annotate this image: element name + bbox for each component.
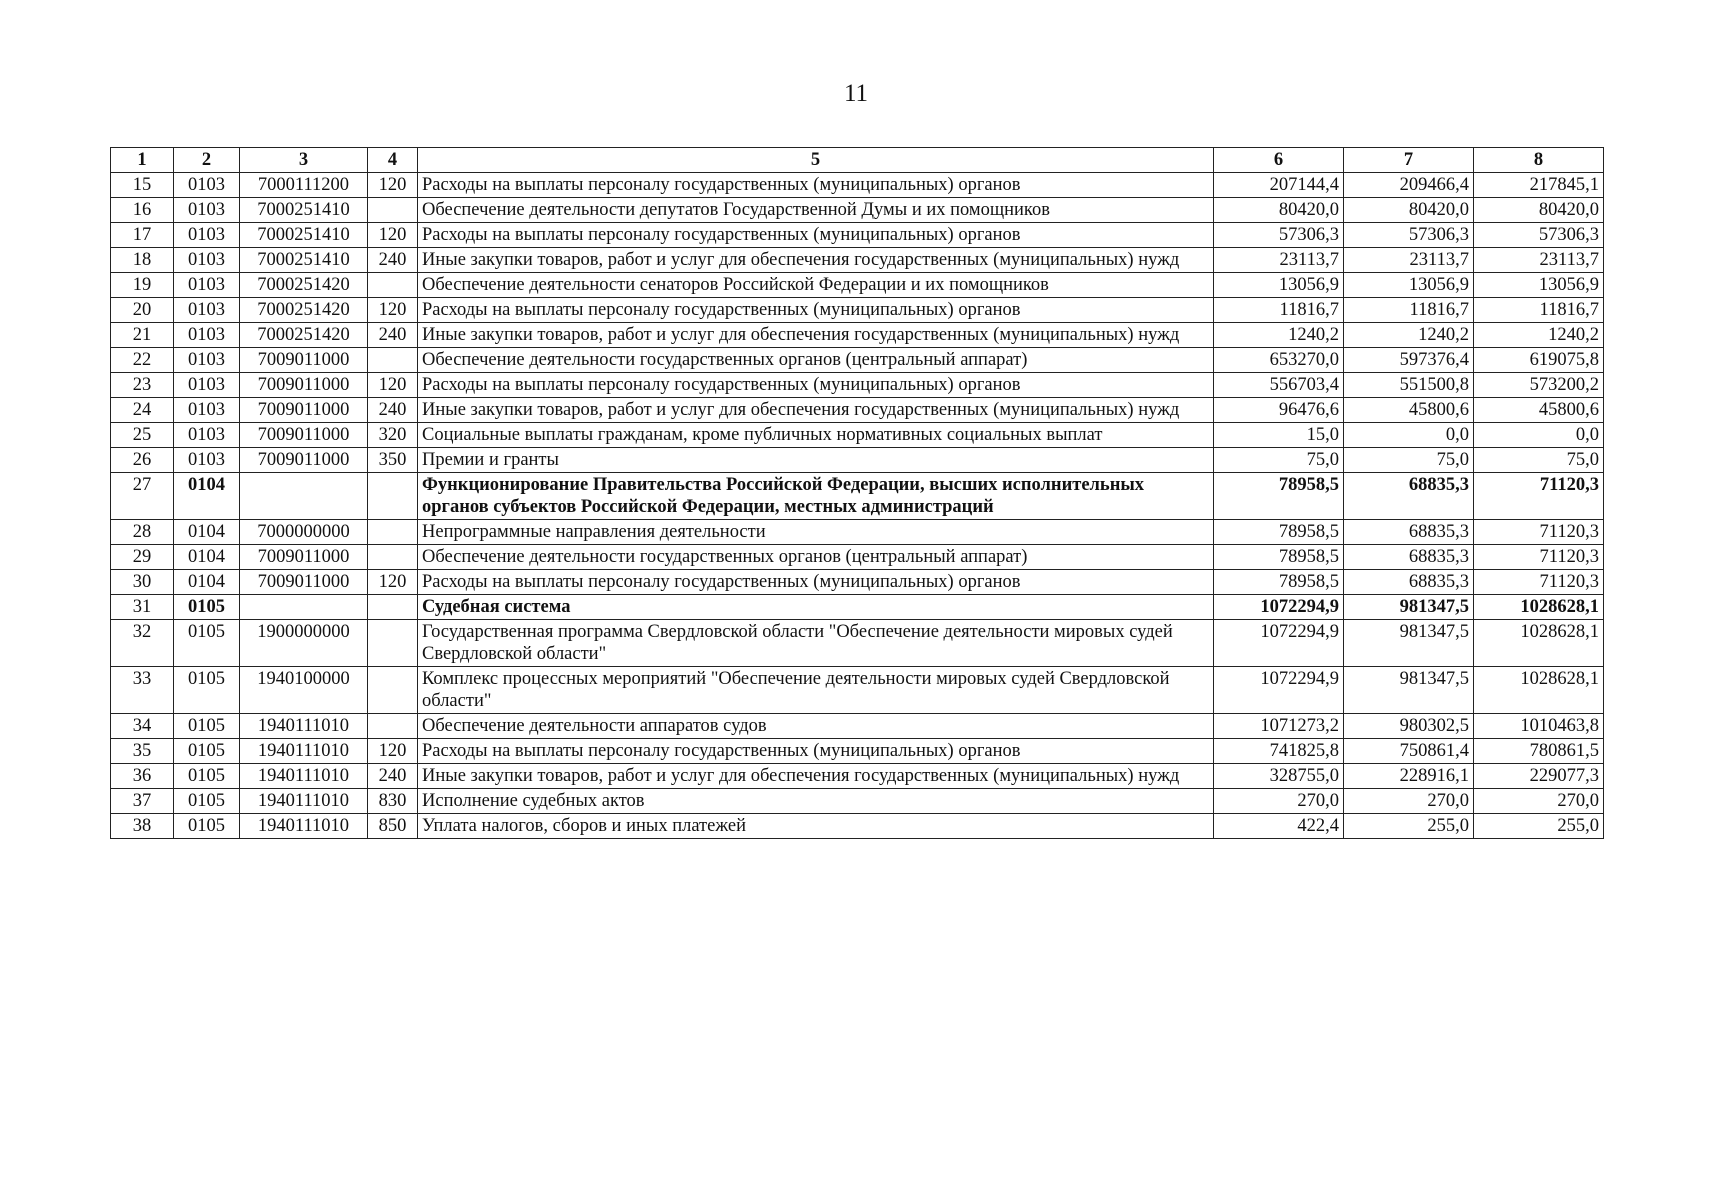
expense-type-code: 320 bbox=[368, 423, 418, 448]
expense-type-code bbox=[368, 348, 418, 373]
row-number: 15 bbox=[111, 173, 174, 198]
budget-table bbox=[110, 147, 1604, 839]
column-header: 5 bbox=[418, 148, 1214, 173]
row-description: Государственная программа Свердловской области "Обеспечение деятельности мировых судей Свердловской области" bbox=[418, 620, 1214, 667]
section-code: 0105 bbox=[174, 620, 240, 667]
section-code: 0105 bbox=[174, 814, 240, 839]
amount-year-1: 741825,8 bbox=[1214, 739, 1344, 764]
target-code bbox=[240, 473, 368, 520]
row-description: Расходы на выплаты персоналу государственных (муниципальных) органов bbox=[418, 298, 1214, 323]
target-code: 7009011000 bbox=[240, 373, 368, 398]
section-code: 0103 bbox=[174, 248, 240, 273]
amount-year-3: 1028628,1 bbox=[1474, 595, 1604, 620]
section-code: 0104 bbox=[174, 473, 240, 520]
section-code: 0103 bbox=[174, 448, 240, 473]
row-description: Непрограммные направления деятельности bbox=[418, 520, 1214, 545]
expense-type-code: 120 bbox=[368, 373, 418, 398]
table-row bbox=[111, 595, 1604, 620]
section-code: 0103 bbox=[174, 323, 240, 348]
target-code: 7000251420 bbox=[240, 323, 368, 348]
row-number: 35 bbox=[111, 739, 174, 764]
amount-year-2: 981347,5 bbox=[1344, 667, 1474, 714]
amount-year-3: 217845,1 bbox=[1474, 173, 1604, 198]
amount-year-3: 75,0 bbox=[1474, 448, 1604, 473]
amount-year-2: 23113,7 bbox=[1344, 248, 1474, 273]
row-number: 33 bbox=[111, 667, 174, 714]
column-header: 3 bbox=[240, 148, 368, 173]
amount-year-1: 57306,3 bbox=[1214, 223, 1344, 248]
target-code: 7009011000 bbox=[240, 398, 368, 423]
target-code: 7000251420 bbox=[240, 298, 368, 323]
row-number: 37 bbox=[111, 789, 174, 814]
section-code: 0105 bbox=[174, 595, 240, 620]
amount-year-3: 71120,3 bbox=[1474, 570, 1604, 595]
table-row bbox=[111, 620, 1604, 667]
amount-year-1: 78958,5 bbox=[1214, 545, 1344, 570]
row-description: Расходы на выплаты персоналу государственных (муниципальных) органов bbox=[418, 173, 1214, 198]
amount-year-1: 328755,0 bbox=[1214, 764, 1344, 789]
amount-year-2: 981347,5 bbox=[1344, 595, 1474, 620]
amount-year-1: 1072294,9 bbox=[1214, 667, 1344, 714]
amount-year-2: 68835,3 bbox=[1344, 570, 1474, 595]
expense-type-code: 240 bbox=[368, 248, 418, 273]
amount-year-3: 619075,8 bbox=[1474, 348, 1604, 373]
row-description: Расходы на выплаты персоналу государственных (муниципальных) органов bbox=[418, 739, 1214, 764]
amount-year-3: 71120,3 bbox=[1474, 545, 1604, 570]
row-number: 20 bbox=[111, 298, 174, 323]
expense-type-code bbox=[368, 595, 418, 620]
table-row bbox=[111, 570, 1604, 595]
row-number: 28 bbox=[111, 520, 174, 545]
row-description: Иные закупки товаров, работ и услуг для обеспечения государственных (муниципальных) нужд bbox=[418, 323, 1214, 348]
column-header: 6 bbox=[1214, 148, 1344, 173]
amount-year-3: 1028628,1 bbox=[1474, 667, 1604, 714]
table-row bbox=[111, 520, 1604, 545]
expense-type-code bbox=[368, 714, 418, 739]
row-description: Уплата налогов, сборов и иных платежей bbox=[418, 814, 1214, 839]
target-code: 7000251420 bbox=[240, 273, 368, 298]
section-code: 0104 bbox=[174, 570, 240, 595]
section-code: 0105 bbox=[174, 739, 240, 764]
table-row bbox=[111, 545, 1604, 570]
amount-year-3: 255,0 bbox=[1474, 814, 1604, 839]
row-number: 24 bbox=[111, 398, 174, 423]
row-description: Обеспечение деятельности депутатов Государственной Думы и их помощников bbox=[418, 198, 1214, 223]
expense-type-code: 240 bbox=[368, 323, 418, 348]
row-description: Обеспечение деятельности аппаратов судов bbox=[418, 714, 1214, 739]
table-body bbox=[111, 173, 1604, 839]
amount-year-1: 207144,4 bbox=[1214, 173, 1344, 198]
target-code: 7009011000 bbox=[240, 570, 368, 595]
amount-year-1: 11816,7 bbox=[1214, 298, 1344, 323]
amount-year-3: 229077,3 bbox=[1474, 764, 1604, 789]
row-description: Судебная система bbox=[418, 595, 1214, 620]
target-code: 1940100000 bbox=[240, 667, 368, 714]
expense-type-code bbox=[368, 545, 418, 570]
section-code: 0105 bbox=[174, 789, 240, 814]
target-code: 1940111010 bbox=[240, 714, 368, 739]
section-code: 0104 bbox=[174, 520, 240, 545]
row-number: 21 bbox=[111, 323, 174, 348]
amount-year-2: 270,0 bbox=[1344, 789, 1474, 814]
expense-type-code bbox=[368, 273, 418, 298]
amount-year-3: 45800,6 bbox=[1474, 398, 1604, 423]
amount-year-3: 1010463,8 bbox=[1474, 714, 1604, 739]
expense-type-code bbox=[368, 473, 418, 520]
section-code: 0103 bbox=[174, 198, 240, 223]
table-row bbox=[111, 373, 1604, 398]
expense-type-code: 830 bbox=[368, 789, 418, 814]
expense-type-code: 120 bbox=[368, 298, 418, 323]
section-code: 0103 bbox=[174, 298, 240, 323]
row-number: 26 bbox=[111, 448, 174, 473]
expense-type-code bbox=[368, 620, 418, 667]
table-row bbox=[111, 398, 1604, 423]
column-header: 4 bbox=[368, 148, 418, 173]
row-number: 25 bbox=[111, 423, 174, 448]
amount-year-1: 13056,9 bbox=[1214, 273, 1344, 298]
amount-year-2: 980302,5 bbox=[1344, 714, 1474, 739]
amount-year-3: 23113,7 bbox=[1474, 248, 1604, 273]
amount-year-3: 13056,9 bbox=[1474, 273, 1604, 298]
table-row bbox=[111, 298, 1604, 323]
amount-year-1: 556703,4 bbox=[1214, 373, 1344, 398]
row-number: 38 bbox=[111, 814, 174, 839]
target-code: 7000251410 bbox=[240, 248, 368, 273]
table-row bbox=[111, 473, 1604, 520]
table-row bbox=[111, 764, 1604, 789]
amount-year-2: 228916,1 bbox=[1344, 764, 1474, 789]
section-code: 0103 bbox=[174, 223, 240, 248]
amount-year-2: 45800,6 bbox=[1344, 398, 1474, 423]
row-number: 19 bbox=[111, 273, 174, 298]
target-code: 1940111010 bbox=[240, 739, 368, 764]
row-number: 34 bbox=[111, 714, 174, 739]
amount-year-1: 78958,5 bbox=[1214, 473, 1344, 520]
table-row bbox=[111, 714, 1604, 739]
amount-year-1: 96476,6 bbox=[1214, 398, 1344, 423]
table-row bbox=[111, 423, 1604, 448]
row-description: Расходы на выплаты персоналу государственных (муниципальных) органов bbox=[418, 223, 1214, 248]
section-code: 0103 bbox=[174, 348, 240, 373]
amount-year-1: 653270,0 bbox=[1214, 348, 1344, 373]
amount-year-2: 551500,8 bbox=[1344, 373, 1474, 398]
amount-year-3: 0,0 bbox=[1474, 423, 1604, 448]
row-number: 23 bbox=[111, 373, 174, 398]
amount-year-1: 23113,7 bbox=[1214, 248, 1344, 273]
table-row bbox=[111, 223, 1604, 248]
row-number: 18 bbox=[111, 248, 174, 273]
amount-year-2: 981347,5 bbox=[1344, 620, 1474, 667]
amount-year-1: 15,0 bbox=[1214, 423, 1344, 448]
section-code: 0104 bbox=[174, 545, 240, 570]
expense-type-code: 850 bbox=[368, 814, 418, 839]
column-header: 2 bbox=[174, 148, 240, 173]
row-number: 22 bbox=[111, 348, 174, 373]
table-header-row bbox=[111, 148, 1604, 173]
expense-type-code: 120 bbox=[368, 739, 418, 764]
row-description: Иные закупки товаров, работ и услуг для обеспечения государственных (муниципальных) нужд bbox=[418, 764, 1214, 789]
row-number: 27 bbox=[111, 473, 174, 520]
table-row bbox=[111, 739, 1604, 764]
row-number: 29 bbox=[111, 545, 174, 570]
column-header: 1 bbox=[111, 148, 174, 173]
amount-year-1: 1240,2 bbox=[1214, 323, 1344, 348]
row-description: Расходы на выплаты персоналу государственных (муниципальных) органов bbox=[418, 373, 1214, 398]
row-description: Социальные выплаты гражданам, кроме публичных нормативных социальных выплат bbox=[418, 423, 1214, 448]
target-code: 7009011000 bbox=[240, 448, 368, 473]
amount-year-3: 57306,3 bbox=[1474, 223, 1604, 248]
amount-year-2: 209466,4 bbox=[1344, 173, 1474, 198]
row-description: Обеспечение деятельности государственных органов (центральный аппарат) bbox=[418, 545, 1214, 570]
target-code: 7009011000 bbox=[240, 348, 368, 373]
row-number: 36 bbox=[111, 764, 174, 789]
amount-year-3: 573200,2 bbox=[1474, 373, 1604, 398]
row-number: 17 bbox=[111, 223, 174, 248]
row-description: Расходы на выплаты персоналу государственных (муниципальных) органов bbox=[418, 570, 1214, 595]
amount-year-1: 78958,5 bbox=[1214, 570, 1344, 595]
amount-year-1: 1071273,2 bbox=[1214, 714, 1344, 739]
amount-year-1: 1072294,9 bbox=[1214, 620, 1344, 667]
amount-year-1: 1072294,9 bbox=[1214, 595, 1344, 620]
amount-year-2: 13056,9 bbox=[1344, 273, 1474, 298]
section-code: 0103 bbox=[174, 423, 240, 448]
amount-year-2: 68835,3 bbox=[1344, 545, 1474, 570]
row-description: Обеспечение деятельности сенаторов Российской Федерации и их помощников bbox=[418, 273, 1214, 298]
target-code: 1940111010 bbox=[240, 764, 368, 789]
row-description: Премии и гранты bbox=[418, 448, 1214, 473]
expense-type-code bbox=[368, 198, 418, 223]
amount-year-1: 422,4 bbox=[1214, 814, 1344, 839]
amount-year-1: 75,0 bbox=[1214, 448, 1344, 473]
target-code: 1900000000 bbox=[240, 620, 368, 667]
table-row bbox=[111, 789, 1604, 814]
row-description: Обеспечение деятельности государственных органов (центральный аппарат) bbox=[418, 348, 1214, 373]
expense-type-code: 240 bbox=[368, 764, 418, 789]
amount-year-3: 1240,2 bbox=[1474, 323, 1604, 348]
row-number: 31 bbox=[111, 595, 174, 620]
expense-type-code: 350 bbox=[368, 448, 418, 473]
amount-year-2: 597376,4 bbox=[1344, 348, 1474, 373]
expense-type-code: 240 bbox=[368, 398, 418, 423]
target-code: 7000251410 bbox=[240, 223, 368, 248]
amount-year-1: 78958,5 bbox=[1214, 520, 1344, 545]
target-code: 7009011000 bbox=[240, 423, 368, 448]
amount-year-2: 11816,7 bbox=[1344, 298, 1474, 323]
target-code: 7000111200 bbox=[240, 173, 368, 198]
table-row bbox=[111, 198, 1604, 223]
table-row bbox=[111, 667, 1604, 714]
expense-type-code bbox=[368, 520, 418, 545]
section-code: 0105 bbox=[174, 667, 240, 714]
row-number: 16 bbox=[111, 198, 174, 223]
expense-type-code bbox=[368, 667, 418, 714]
amount-year-2: 80420,0 bbox=[1344, 198, 1474, 223]
amount-year-1: 270,0 bbox=[1214, 789, 1344, 814]
amount-year-3: 780861,5 bbox=[1474, 739, 1604, 764]
amount-year-3: 1028628,1 bbox=[1474, 620, 1604, 667]
table-row bbox=[111, 323, 1604, 348]
amount-year-3: 80420,0 bbox=[1474, 198, 1604, 223]
expense-type-code: 120 bbox=[368, 570, 418, 595]
column-header: 8 bbox=[1474, 148, 1604, 173]
section-code: 0103 bbox=[174, 173, 240, 198]
amount-year-2: 0,0 bbox=[1344, 423, 1474, 448]
target-code: 7000251410 bbox=[240, 198, 368, 223]
page-number: 11 bbox=[843, 80, 869, 107]
table-row bbox=[111, 173, 1604, 198]
amount-year-2: 75,0 bbox=[1344, 448, 1474, 473]
section-code: 0105 bbox=[174, 764, 240, 789]
table-row bbox=[111, 248, 1604, 273]
section-code: 0103 bbox=[174, 273, 240, 298]
amount-year-2: 255,0 bbox=[1344, 814, 1474, 839]
expense-type-code: 120 bbox=[368, 223, 418, 248]
table-row bbox=[111, 814, 1604, 839]
amount-year-2: 750861,4 bbox=[1344, 739, 1474, 764]
amount-year-2: 1240,2 bbox=[1344, 323, 1474, 348]
amount-year-2: 57306,3 bbox=[1344, 223, 1474, 248]
target-code: 1940111010 bbox=[240, 789, 368, 814]
table-row bbox=[111, 348, 1604, 373]
target-code: 7009011000 bbox=[240, 545, 368, 570]
amount-year-3: 270,0 bbox=[1474, 789, 1604, 814]
target-code: 7000000000 bbox=[240, 520, 368, 545]
expense-type-code: 120 bbox=[368, 173, 418, 198]
target-code bbox=[240, 595, 368, 620]
row-description: Иные закупки товаров, работ и услуг для обеспечения государственных (муниципальных) нужд bbox=[418, 398, 1214, 423]
row-description: Комплекс процессных мероприятий "Обеспечение деятельности мировых судей Свердловской области" bbox=[418, 667, 1214, 714]
amount-year-3: 71120,3 bbox=[1474, 520, 1604, 545]
amount-year-2: 68835,3 bbox=[1344, 520, 1474, 545]
amount-year-3: 11816,7 bbox=[1474, 298, 1604, 323]
target-code: 1940111010 bbox=[240, 814, 368, 839]
table-row bbox=[111, 273, 1604, 298]
amount-year-3: 71120,3 bbox=[1474, 473, 1604, 520]
table-row bbox=[111, 448, 1604, 473]
row-number: 30 bbox=[111, 570, 174, 595]
section-code: 0103 bbox=[174, 373, 240, 398]
row-description: Иные закупки товаров, работ и услуг для обеспечения государственных (муниципальных) нужд bbox=[418, 248, 1214, 273]
amount-year-2: 68835,3 bbox=[1344, 473, 1474, 520]
row-number: 32 bbox=[111, 620, 174, 667]
column-header: 7 bbox=[1344, 148, 1474, 173]
section-code: 0105 bbox=[174, 714, 240, 739]
amount-year-1: 80420,0 bbox=[1214, 198, 1344, 223]
row-description: Функционирование Правительства Российской Федерации, высших исполнительных органов субъектов Российской Федерации, местных администраций bbox=[418, 473, 1214, 520]
row-description: Исполнение судебных актов bbox=[418, 789, 1214, 814]
section-code: 0103 bbox=[174, 398, 240, 423]
